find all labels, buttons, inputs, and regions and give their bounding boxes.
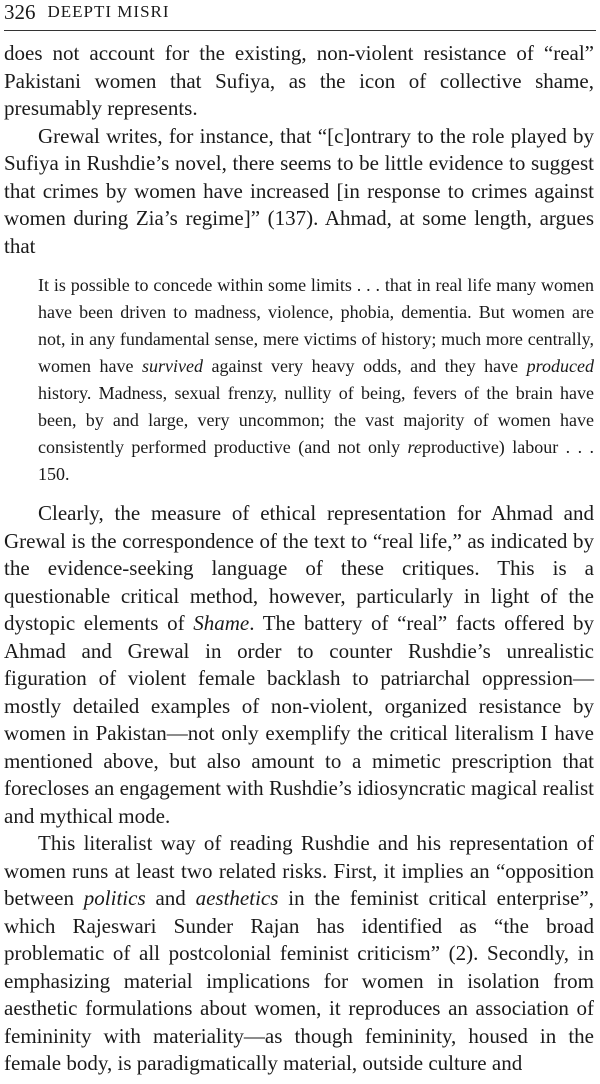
quote-text-1: It is possible to concede within some limits . . . that in real life many women have been driven to madness, violence, phobia, dementia. But women are not, in any fundamental sense, mere victims of history; much more centrally, women have [38,275,594,376]
p3-title-shame: Shame [193,611,250,635]
p4-emphasis-aesthetics: aesthetics [195,886,279,910]
p4-text-3: in the feminist critical enterprise”, which Rajeswari Sunder Rajan has identified as “the broad problematic of all postcolonial feminist criticism” (2). Secondly, in emphasizing material implications for women in isolation from aesthetic formulations about women, it reproduces an association of femininity with materiality—as though femininity, housed in the female body, is paradigmatically material, outside culture and [4,886,595,1075]
quote-text-4: productive) labour . . . 150. [38,437,594,484]
quote-emphasis-produced: produced [526,356,594,376]
block-quote [38,272,594,488]
quote-emphasis-re: re [407,437,422,457]
page-header [4,0,596,31]
p3-text-2: . The battery of “real” facts offered by Ahmad and Grewal in order to counter Rushdie’s unrealistic figuration of violent female backlash to patriarchal oppression—mostly detailed examples of non-violent, organized resistance by women in Pakistan—not only exemplify the critical literalism I have mentioned above, but also amount to a mimetic prescription that forecloses an engagement with Rushdie’s idiosyncratic magical realist and mythical mode. [4,611,595,828]
paragraph-continued: does not account for the existing, non-violent resistance of “real” Pakistani women that Sufiya, as the icon of collective shame, presumably represents. [4,41,594,120]
paragraph-grewal: Grewal writes, for instance, that “[c]ontrary to the role played by Sufiya in Rushdie’s novel, there seems to be little evidence to suggest that crimes by women have increased [in response to crimes against women during Zia’s regime]” (137). Ahmad, at some length, argues that [4,123,594,258]
running-head: DEEPTI MISRI [47,2,170,21]
paragraph-clearly [4,500,594,830]
quote-emphasis-survived: survived [142,356,204,376]
quote-text-2: against very heavy odds, and they have [203,356,527,376]
block-quote-text [38,272,594,488]
p4-emphasis-politics: politics [83,886,146,910]
page-number: 326 [4,0,36,24]
quote-text-3: history. Madness, sexual frenzy, nullity of being, fevers of the brain have been, by and large, very uncommon; the vast majority of women have consistently performed productive (and not only [38,383,594,457]
p4-text-1: This literalist way of reading Rushdie and his representation of women runs at least two related risks. First, it implies an “opposition between [4,831,594,910]
p3-text-1: Clearly, the measure of ethical representation for Ahmad and Grewal is the correspondence of the text to “real life,” as indicated by the evidence-seeking language of these critiques. This is a questionable critical method, however, particularly in light of the dystopic elements of [4,501,594,635]
p4-text-2: and [145,886,196,910]
page-body [4,40,594,1078]
paragraph-literalist [4,830,594,1078]
